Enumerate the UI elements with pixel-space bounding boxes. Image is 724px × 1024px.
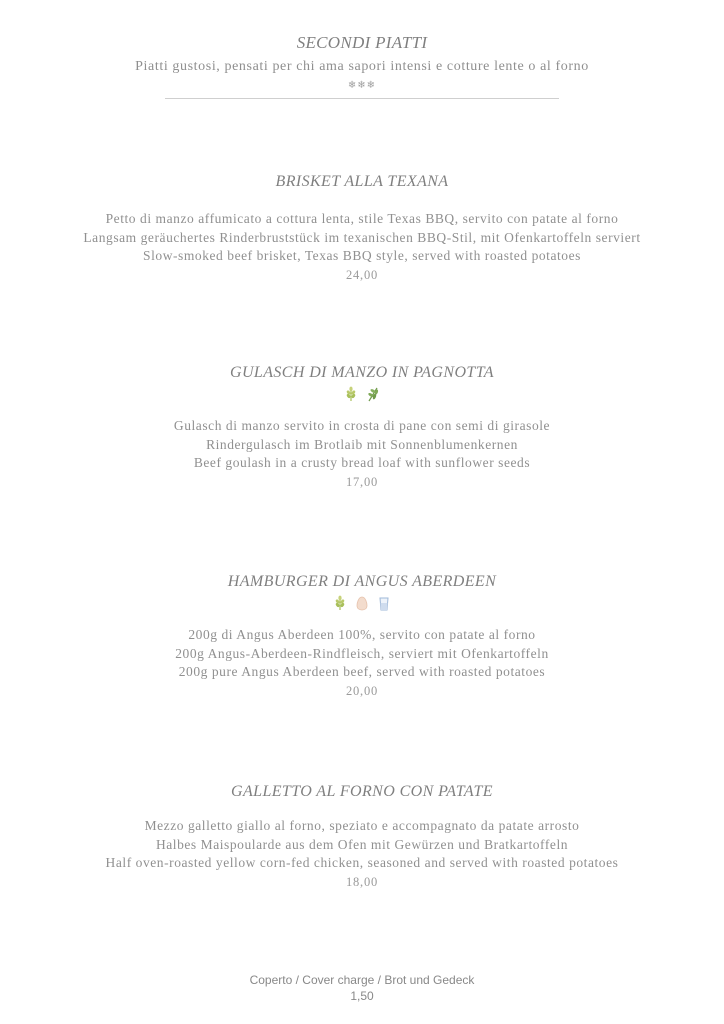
dish-hamburger xyxy=(0,572,724,700)
milk-icon xyxy=(377,595,391,611)
dish-name: GALLETTO AL FORNO CON PATATE xyxy=(231,783,493,800)
dish-description-en: 200g pure Angus Aberdeen beef, served with roasted potatoes xyxy=(178,664,546,680)
dish-price: 17,00 xyxy=(345,474,379,489)
dish-description-it: 200g di Angus Aberdeen 100%, servito con patate al forno xyxy=(188,627,536,642)
dish-description-de: Halbes Maispoularde aus dem Ofen mit Gewürzen und Bratkartoffeln xyxy=(155,836,569,852)
wheat-icon xyxy=(333,595,347,611)
allergen-icons xyxy=(0,386,724,402)
dish-galletto xyxy=(0,782,724,891)
allergen-icons xyxy=(0,595,724,611)
herb-icon xyxy=(366,386,380,402)
dish-gulasch xyxy=(0,363,724,491)
dish-name: HAMBURGER DI ANGUS ABERDEEN xyxy=(227,573,497,590)
dish-price: 18,00 xyxy=(345,874,379,889)
dish-description-en: Half oven-roasted yellow corn-fed chicken, seasoned and served with roasted potatoes xyxy=(105,855,619,871)
dish-description-it: Mezzo galletto giallo al forno, speziato e accompagnato da patate arrosto xyxy=(144,818,580,833)
dish-description-en: Slow-smoked beef brisket, Texas BBQ style, served with roasted potatoes xyxy=(143,248,581,264)
dish-description-de: 200g Angus-Aberdeen-Rindfleisch, serviert mit Ofenkartoffeln xyxy=(175,645,549,661)
dish-description-en: Beef goulash in a crusty bread loaf with sunflower seeds xyxy=(193,455,531,471)
dish-name: GULASCH DI MANZO IN PAGNOTTA xyxy=(230,364,494,381)
dish-brisket xyxy=(0,172,724,284)
cover-charge-price: 1,50 xyxy=(350,989,374,1003)
cover-charge-label: Coperto / Cover charge / Brot und Gedeck xyxy=(249,973,475,987)
dish-price: 20,00 xyxy=(345,683,379,698)
section-divider xyxy=(165,98,559,99)
dish-description-de: Langsam geräuchertes Rinderbruststück im texanischen BBQ-Stil, mit Ofenkartoffeln serviert xyxy=(83,229,641,245)
egg-icon xyxy=(355,595,369,611)
section-title: SECONDI PIATTI xyxy=(296,33,428,52)
dish-description-it: Gulasch di manzo servito in crosta di pane con semi di girasole xyxy=(173,418,551,433)
dish-description-it: Petto di manzo affumicato a cottura lenta, stile Texas BBQ, servito con patate al forno xyxy=(105,211,619,226)
wheat-icon xyxy=(344,386,358,402)
dish-description-de: Rindergulasch im Brotlaib mit Sonnenblumenkernen xyxy=(206,436,518,452)
dish-price: 24,00 xyxy=(345,267,379,282)
section-subtitle: Piatti gustosi, pensati per chi ama sapori intensi e cotture lente o al forno xyxy=(135,59,589,74)
dish-name: BRISKET ALLA TEXANA xyxy=(275,173,449,190)
snowflake-ornament-icon: ❄❄❄ xyxy=(347,80,377,91)
